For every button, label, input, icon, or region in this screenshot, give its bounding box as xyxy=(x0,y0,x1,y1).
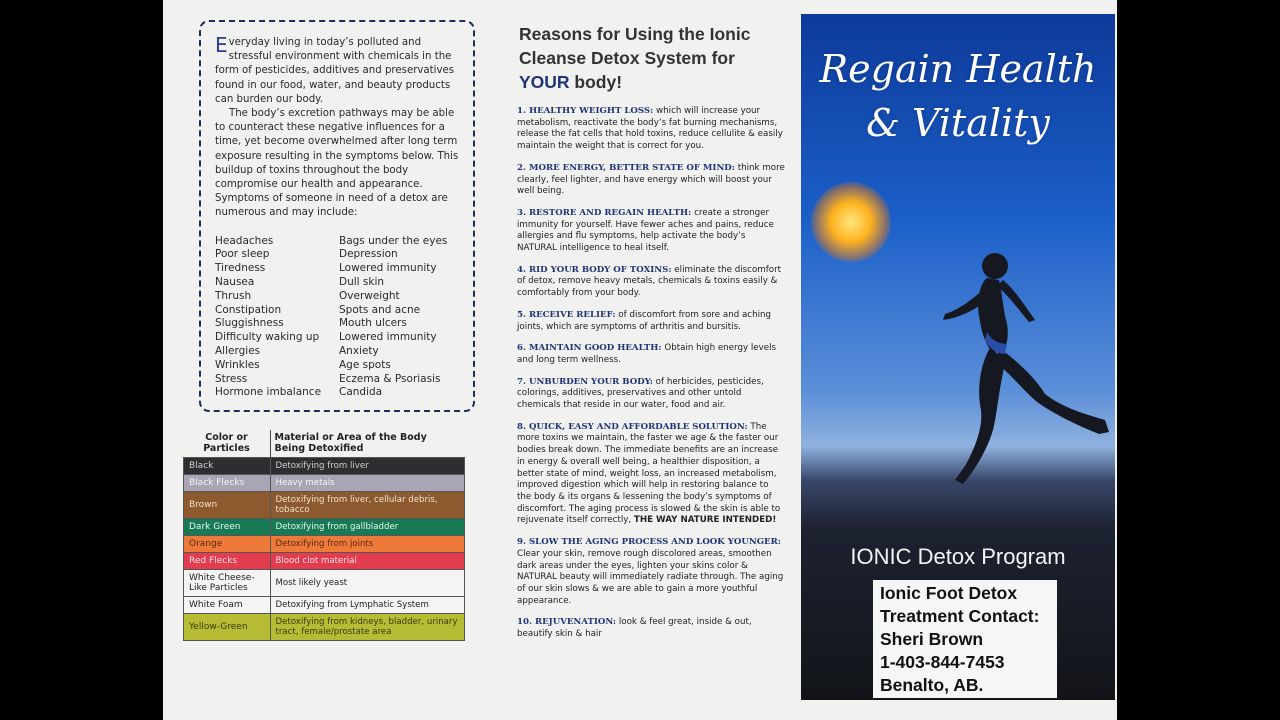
symptom-item: Tiredness xyxy=(215,262,266,275)
table-row xyxy=(184,475,465,492)
symptom-item: Sluggishness xyxy=(215,317,284,330)
brochure-page xyxy=(163,0,1117,720)
symptom-item: Allergies xyxy=(215,345,261,358)
reason-heading: 7. UNBURDEN YOUR BODY: xyxy=(517,376,653,387)
material-cell: Detoxifying from joints xyxy=(270,536,465,553)
symptoms-column-left xyxy=(215,235,339,401)
color-cell: Black Flecks xyxy=(184,475,271,492)
reason-text: eliminate the discomfort of detox, remove heavy metals, chemicals & toxins easily & comfortably from your body. xyxy=(517,264,782,299)
symptom-item: Mouth ulcers xyxy=(339,317,407,330)
table-header-row xyxy=(184,430,465,458)
contact-box xyxy=(873,580,1057,698)
color-cell: White Cheese-Like Particles xyxy=(184,570,271,597)
symptom-item: Bags under the eyes xyxy=(339,234,448,247)
symptom-item: Anxiety xyxy=(339,345,379,358)
material-cell: Detoxifying from gallbladder xyxy=(270,519,465,536)
reason-emphasis: THE WAY NATURE INTENDED! xyxy=(633,515,777,526)
color-cell: Brown xyxy=(184,492,271,519)
contact-line: Benalto, AB. xyxy=(880,675,984,695)
table-row xyxy=(184,553,465,570)
reasons-title xyxy=(519,22,785,94)
symptom-item: Lowered immunity xyxy=(339,331,437,344)
symptom-item: Lowered immunity xyxy=(339,262,437,275)
symptom-item: Candida xyxy=(339,386,383,399)
symptom-item: Dull skin xyxy=(339,276,385,289)
reason-text: of herbicides, pesticides, colorings, additives, preservatives and other untold chemicals that reside in our water, food and air. xyxy=(517,376,764,411)
cover-title-line-2: & Vitality xyxy=(866,101,1050,145)
symptom-item: Headaches xyxy=(215,234,274,247)
reason-text: Clear your skin, remove rough discolored areas, smoothen dark areas under the eyes, lighten your skins color & NATURAL beauty will immediately radiate through. The aging of our skin slows & we are able to gain a more youthful appearance. xyxy=(517,548,784,606)
sun-image xyxy=(811,182,891,262)
intro-paragraph-1-text: veryday living in today’s polluted and stressful environment with chemicals in the form of pesticides, additives and preservatives found in our food, water, and beauty products can burden our body. xyxy=(215,37,455,105)
table-row xyxy=(184,492,465,519)
detox-color-table xyxy=(183,430,465,641)
reason-item xyxy=(517,377,785,412)
contact-line: Treatment Contact: xyxy=(880,606,1040,626)
header-material: Material or Area of the Body Being Detoxified xyxy=(270,430,465,458)
reason-item xyxy=(517,208,785,255)
runner-silhouette-image xyxy=(939,244,1115,494)
intro-box xyxy=(199,20,475,412)
symptom-item: Depression xyxy=(339,248,398,261)
symptom-item: Age spots xyxy=(339,358,391,371)
intro-paragraph-2: The body’s excretion pathways may be able to counteract these negative influences for a time, yet become overwhelmed after long term exposure resulting in the symptoms below. This buildup of toxins throughout the body compromise our health and appearance. Symptoms of someone in need of a detox are numerous and may include: xyxy=(215,108,459,219)
reasons-panel xyxy=(513,22,785,651)
table-row xyxy=(184,614,465,641)
program-name: IONIC Detox Program xyxy=(850,544,1066,569)
reason-heading: 2. MORE ENERGY, BETTER STATE OF MIND: xyxy=(517,162,735,173)
reason-item xyxy=(517,310,785,333)
reason-heading: 10. REJUVENATION: xyxy=(517,617,617,628)
material-cell: Detoxifying from kidneys, bladder, urinary tract, female/prostate area xyxy=(270,614,465,641)
reasons-title-line-1: Reasons for Using the Ionic xyxy=(519,24,751,44)
symptoms-column-right xyxy=(339,235,463,401)
cover-title xyxy=(801,42,1115,150)
color-cell: Red Flecks xyxy=(184,553,271,570)
reason-text: look & feel great, inside & out, beautify skin & hair xyxy=(517,617,752,640)
reasons-title-line-2: Cleanse Detox System for xyxy=(519,48,735,68)
table-row xyxy=(184,570,465,597)
reason-item xyxy=(517,343,785,366)
reasons-title-end: body! xyxy=(569,72,623,92)
reason-text: Obtain high energy levels and long term wellness. xyxy=(517,343,777,365)
symptoms-list xyxy=(215,235,463,401)
reason-heading: 9. SLOW THE AGING PROCESS AND LOOK YOUNGER: xyxy=(517,537,781,548)
reason-heading: 6. MAINTAIN GOOD HEALTH: xyxy=(517,343,662,354)
reason-heading: 1. HEALTHY WEIGHT LOSS: xyxy=(517,106,654,116)
reason-item xyxy=(517,617,785,640)
reason-text: The more toxins we maintain, the faster we age & the faster our bodies break down. The immediate benefits are an increase in energy & overall well being, a healthier disposition, a better state of mind, weight loss, an increased metabolism, improved digestion which will help in restoring balance to the body & its organs & lessening the body’s symptoms of discomfort. The aging process is slowed & the skin is able to rejuvenate itself correctly, xyxy=(517,421,781,526)
material-cell: Detoxifying from liver xyxy=(270,458,465,475)
reason-text: which will increase your metabolism, reactivate the body’s fat burning mechanisms, release the fat cells that hold toxins, reduce cellulite & easily maintain the weight that is correct for you. xyxy=(517,106,783,152)
reason-item xyxy=(517,265,785,300)
contact-line: 1-403-844-7453 xyxy=(880,652,1005,672)
symptom-item: Stress xyxy=(215,372,248,385)
reason-text: of discomfort from sore and aching joints, which are symptoms of arthritis and bursitis. xyxy=(517,309,772,332)
contact-line: Ionic Foot Detox xyxy=(880,583,1018,603)
table-row xyxy=(184,458,465,475)
reasons-title-line-3 xyxy=(519,70,785,94)
material-cell: Heavy metals xyxy=(270,475,465,492)
reasons-list xyxy=(513,106,785,641)
symptom-item: Eczema & Psoriasis xyxy=(339,372,441,385)
symptom-item: Hormone imbalance xyxy=(215,386,322,399)
symptom-item: Spots and acne xyxy=(339,303,421,316)
symptom-item: Wrinkles xyxy=(215,358,260,371)
reason-item xyxy=(517,106,785,153)
drop-cap: E xyxy=(215,33,228,57)
symptom-item: Poor sleep xyxy=(215,248,270,261)
color-cell: Yellow-Green xyxy=(184,614,271,641)
reason-item xyxy=(517,163,785,198)
reason-heading: 8. QUICK, EASY AND AFFORDABLE SOLUTION: xyxy=(517,421,748,432)
reason-item xyxy=(517,422,785,527)
symptom-item: Overweight xyxy=(339,289,400,302)
symptom-item: Thrush xyxy=(215,289,252,302)
color-cell: White Foam xyxy=(184,597,271,614)
reasons-title-your: YOUR xyxy=(519,72,570,92)
cover-title-line-1: Regain Health xyxy=(819,47,1097,91)
color-cell: Dark Green xyxy=(184,519,271,536)
symptom-item: Difficulty waking up xyxy=(215,331,320,344)
symptom-item: Nausea xyxy=(215,276,255,289)
reason-item xyxy=(517,537,785,607)
reason-text: create a stronger immunity for yourself. Have fewer aches and pains, reduce allergies and flu symptoms, help activate the body’s NATURAL intelligence to heal itself. xyxy=(517,207,774,254)
color-cell: Black xyxy=(184,458,271,475)
contact-line: Sheri Brown xyxy=(880,629,984,649)
reason-heading: 3. RESTORE AND REGAIN HEALTH: xyxy=(517,207,692,218)
color-cell: Orange xyxy=(184,536,271,553)
material-cell: Detoxifying from liver, cellular debris, tobacco xyxy=(270,492,465,519)
symptom-item: Constipation xyxy=(215,303,282,316)
material-cell: Detoxifying from Lymphatic System xyxy=(270,597,465,614)
material-cell: Blood clot material xyxy=(270,553,465,570)
cover-panel xyxy=(801,14,1115,700)
table-row xyxy=(184,536,465,553)
reason-heading: 4. RID YOUR BODY OF TOXINS: xyxy=(517,264,672,275)
header-color: Color or Particles xyxy=(184,430,271,458)
table-row xyxy=(184,519,465,536)
reason-heading: 5. RECEIVE RELIEF: xyxy=(517,309,616,320)
table-row xyxy=(184,597,465,614)
material-cell: Most likely yeast xyxy=(270,570,465,597)
table-body xyxy=(184,458,465,641)
reason-text: think more clearly, feel lighter, and have energy which will boost your well being. xyxy=(517,162,785,197)
intro-paragraph-1 xyxy=(215,33,463,107)
